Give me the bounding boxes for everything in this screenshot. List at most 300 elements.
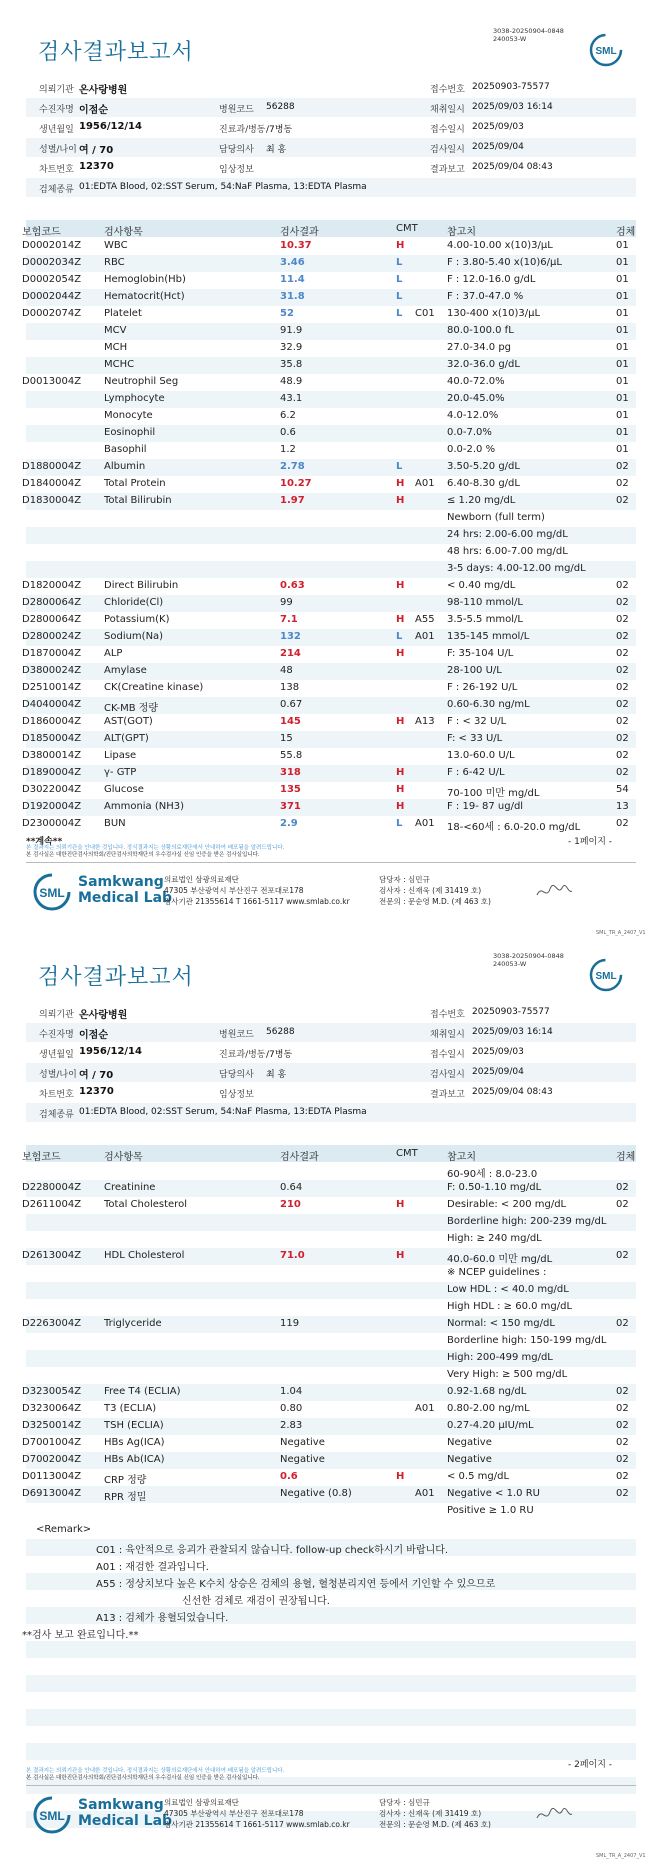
sml-footer-logo-icon — [32, 1795, 78, 1835]
row-specimen: 02 — [616, 665, 629, 676]
header-row — [26, 1063, 636, 1082]
row-reference: Newborn (full term) — [447, 512, 545, 523]
header-collect-date-label: 채취일시 — [430, 105, 465, 115]
row-reference: Negative — [447, 1454, 492, 1465]
header-dept: /7병동 — [266, 125, 293, 135]
row-test-name: Eosinophil — [104, 427, 156, 438]
form-code: SML_TR_A_2407_V1 — [596, 1853, 646, 1859]
row-specimen: 01 — [616, 325, 629, 336]
sml-footer-logo-icon — [32, 872, 78, 912]
column-header-name: 검사항목 — [104, 227, 143, 238]
row-reference: 6.40-8.30 g/dL — [447, 478, 520, 489]
header-collect-date: 2025/09/03 16:14 — [472, 102, 553, 112]
row-specimen: 02 — [616, 1488, 629, 1499]
table-row — [22, 1486, 636, 1503]
header-test-date-label: 검사일시 — [430, 1070, 465, 1080]
row-code: D1830004Z — [22, 495, 82, 506]
row-specimen: 02 — [616, 478, 629, 489]
row-result: 210 — [280, 1199, 301, 1210]
table-row — [22, 238, 636, 255]
row-result: 1.97 — [280, 495, 305, 506]
row-code: D2300004Z — [22, 818, 82, 829]
row-specimen: 02 — [616, 767, 629, 778]
footer-org-number: 검사기관 21355614 T 1661-5117 www.smlab.co.kr — [164, 1820, 350, 1829]
header-patient-label: 수진자명 — [39, 105, 74, 115]
row-test-name: BUN — [104, 818, 126, 829]
footer-org: 의료법인 삼광의료재단 — [164, 875, 239, 884]
table-row — [22, 1418, 636, 1435]
row-flag: H — [396, 716, 405, 727]
row-code: D6913004Z — [22, 1488, 82, 1499]
table-row — [26, 1265, 636, 1282]
row-specimen: 02 — [616, 461, 629, 472]
document-id-line: 3038-20250904-0848 — [493, 952, 564, 960]
row-flag: L — [396, 631, 403, 642]
row-specimen: 02 — [616, 1386, 629, 1397]
remark-text: A55 : 정상치보다 높은 K수치 상승은 검체의 용혈, 혈청분리지연 등에서 기인할 수 있으므로 — [96, 1579, 496, 1590]
row-reference: 70-100 미만 mg/dL — [447, 788, 540, 799]
header-row — [26, 1023, 636, 1042]
row-specimen: 02 — [616, 1403, 629, 1414]
header-clinical-label: 임상정보 — [219, 165, 254, 175]
document-id-line: 240053-W — [493, 35, 527, 43]
column-header-code: 보험코드 — [22, 1152, 61, 1163]
header-dob: 1956/12/14 — [79, 1046, 142, 1057]
row-specimen: 02 — [616, 1182, 629, 1193]
table-row — [26, 544, 636, 561]
table-row — [22, 799, 636, 816]
row-test-name: Neutrophil Seg — [104, 376, 179, 387]
table-row — [26, 527, 636, 544]
svg-text:SML: SML — [39, 886, 65, 900]
row-result: 371 — [280, 801, 301, 812]
table-row — [22, 595, 636, 612]
remark-row — [26, 1590, 636, 1607]
row-cmt: A01 — [415, 631, 435, 642]
signature-icon — [534, 1803, 574, 1825]
table-row — [26, 1367, 636, 1384]
header-receipt-date-label: 접수일시 — [430, 1050, 465, 1060]
row-flag: L — [396, 257, 403, 268]
footnote — [26, 1768, 284, 1782]
row-flag: H — [396, 580, 405, 591]
header-dob: 1956/12/14 — [79, 121, 142, 132]
table-row — [22, 306, 636, 323]
footer-address: 47305 부산광역시 부산진구 전포대로178 — [164, 1809, 304, 1818]
row-code: D3800024Z — [22, 665, 82, 676]
row-flag: H — [396, 240, 405, 251]
row-flag: H — [396, 784, 405, 795]
row-result: 11.4 — [280, 274, 305, 285]
svg-text:SML: SML — [595, 46, 617, 57]
row-specimen: 02 — [616, 1199, 629, 1210]
footer-manager: 담당자 : 심민규 — [379, 1798, 430, 1807]
header-chart-label: 차트번호 — [39, 165, 74, 175]
row-flag: H — [396, 478, 405, 489]
row-result: 2.78 — [280, 461, 305, 472]
row-specimen: 02 — [616, 699, 629, 710]
row-result: 91.9 — [280, 325, 303, 336]
remark-row — [26, 1573, 636, 1590]
row-result: 71.0 — [280, 1250, 305, 1261]
row-result: 0.67 — [280, 699, 303, 710]
row-reference: 0.27-4.20 μIU/mL — [447, 1420, 534, 1431]
row-test-name: γ- GTP — [104, 767, 137, 778]
row-reference: ※ NCEP guidelines : — [447, 1267, 547, 1278]
row-reference: F : 6-42 U/L — [447, 767, 505, 778]
header-sexage-label: 성별/나이 — [39, 145, 77, 155]
header-receipt-no-label: 접수번호 — [430, 85, 465, 95]
header-receipt-date: 2025/09/03 — [472, 122, 524, 132]
row-test-name: Chloride(Cl) — [104, 597, 164, 608]
table-row — [22, 476, 636, 493]
row-test-name: Sodium(Na) — [104, 631, 164, 642]
header-row — [26, 1003, 636, 1022]
table-row — [26, 425, 636, 442]
row-test-name: TSH (ECLIA) — [104, 1420, 164, 1431]
row-flag: H — [396, 1199, 405, 1210]
header-patient: 이점순 — [79, 1030, 108, 1041]
header-institution: 온사랑병원 — [79, 85, 128, 96]
header-chart-label: 차트번호 — [39, 1090, 74, 1100]
table-row — [22, 1401, 636, 1418]
row-reference: 0.0-2.0 % — [447, 444, 496, 455]
column-header-cmt: CMT — [396, 1148, 418, 1159]
header-specimen-label: 검체종류 — [39, 185, 74, 195]
row-specimen: 01 — [616, 342, 629, 353]
row-test-name: Creatinine — [104, 1182, 156, 1193]
row-reference: Low HDL : < 40.0 mg/dL — [447, 1284, 569, 1295]
row-reference: Very High: ≥ 500 mg/dL — [447, 1369, 568, 1380]
header-row — [26, 138, 636, 157]
table-row — [22, 714, 636, 731]
column-header-cmt: CMT — [396, 223, 418, 234]
row-reference: Normal: < 150 mg/dL — [447, 1318, 555, 1329]
table-row — [26, 340, 636, 357]
row-reference: F: 0.50-1.10 mg/dL — [447, 1182, 542, 1193]
empty-row — [26, 1641, 636, 1658]
row-flag: H — [396, 614, 405, 625]
document-id — [493, 952, 564, 968]
row-test-name: Platelet — [104, 308, 142, 319]
row-reference: F : 3.80-5.40 x(10)6/μL — [447, 257, 562, 268]
table-row — [26, 357, 636, 374]
remark-row — [22, 1624, 636, 1641]
row-result: 55.8 — [280, 750, 303, 761]
header-receipt-no: 20250903-75577 — [472, 1007, 550, 1017]
empty-row — [26, 1675, 636, 1692]
empty-row — [26, 1709, 636, 1726]
empty-row — [26, 1726, 636, 1743]
row-test-name: HBs Ab(ICA) — [104, 1454, 165, 1465]
row-result: 0.6 — [280, 1471, 298, 1482]
table-row — [22, 1435, 636, 1452]
row-code: D0002034Z — [22, 257, 82, 268]
row-test-name: Amylase — [104, 665, 147, 676]
row-code: D3230064Z — [22, 1403, 82, 1414]
row-result: 31.8 — [280, 291, 305, 302]
row-code: D2510014Z — [22, 682, 82, 693]
row-test-name: Triglyceride — [104, 1318, 162, 1329]
row-test-name: Monocyte — [104, 410, 153, 421]
row-reference: Desirable: < 200 mg/dL — [447, 1199, 567, 1210]
footer-doctor: 전문의 : 문순영 M.D. (제 463 호) — [379, 897, 491, 906]
row-test-name: T3 (ECLIA) — [104, 1403, 157, 1414]
remark-row — [26, 1522, 636, 1539]
table-row — [22, 289, 636, 306]
row-reference: 0.92-1.68 ng/dL — [447, 1386, 527, 1397]
row-reference: High: ≥ 240 mg/dL — [447, 1233, 542, 1244]
footer-divider — [26, 862, 636, 863]
table-row — [22, 255, 636, 272]
header-receipt-no-label: 접수번호 — [430, 1010, 465, 1020]
table-row — [22, 765, 636, 782]
row-code: D2263004Z — [22, 1318, 82, 1329]
row-specimen: 02 — [616, 1471, 629, 1482]
row-reference: High: 200-499 mg/dL — [447, 1352, 553, 1363]
row-cmt: A01 — [415, 1403, 435, 1414]
table-row — [26, 323, 636, 340]
footnote-line: 본 결과지는 의뢰기관을 안내한 것입니다. 정식결과지는 상황의료재단에서 안내하여 배포됨을 알려드립니다. — [26, 845, 285, 851]
form-code: SML_TR_A_2407_V1 — [596, 930, 646, 936]
row-code: D4040004Z — [22, 699, 82, 710]
row-reference: Positive ≥ 1.0 RU — [447, 1505, 534, 1516]
table-row — [26, 1503, 636, 1520]
footer-brand-line: Medical Lab — [78, 890, 173, 906]
footer-signatures — [379, 874, 491, 907]
row-flag: L — [396, 461, 403, 472]
header-patient-label: 수진자명 — [39, 1030, 74, 1040]
row-test-name: RBC — [104, 257, 125, 268]
row-result: 145 — [280, 716, 301, 727]
table-row — [22, 663, 636, 680]
row-specimen: 02 — [616, 818, 629, 829]
row-reference: F: < 33 U/L — [447, 733, 503, 744]
row-test-name: ALT(GPT) — [104, 733, 149, 744]
header-sexage: 여 / 70 — [79, 145, 114, 156]
footer-org-info — [164, 874, 350, 907]
row-specimen: 02 — [616, 1318, 629, 1329]
row-flag: L — [396, 308, 403, 319]
row-reference: F : 37.0-47.0 % — [447, 291, 524, 302]
results-table-header — [22, 220, 636, 238]
row-code: D3230054Z — [22, 1386, 82, 1397]
row-code: D2611004Z — [22, 1199, 82, 1210]
header-dept-label: 진료과/병동 — [219, 125, 266, 135]
row-specimen: 02 — [616, 648, 629, 659]
row-result: 15 — [280, 733, 293, 744]
row-test-name: Potassium(K) — [104, 614, 170, 625]
row-code: D0002044Z — [22, 291, 82, 302]
table-row — [22, 1469, 636, 1486]
row-specimen: 02 — [616, 716, 629, 727]
row-reference: F: 35-104 U/L — [447, 648, 514, 659]
row-specimen: 01 — [616, 393, 629, 404]
footer-brand-line: Medical Lab — [78, 1813, 173, 1829]
footer — [26, 868, 636, 922]
row-reference: 130-400 x(10)3/μL — [447, 308, 541, 319]
document-id-line: 240053-W — [493, 960, 527, 968]
row-reference: 20.0-45.0% — [447, 393, 505, 404]
continued-label: **계속** — [26, 837, 63, 847]
row-reference: < 0.40 mg/dL — [447, 580, 516, 591]
header-receipt-date-label: 접수일시 — [430, 125, 465, 135]
header-receipt-date: 2025/09/03 — [472, 1047, 524, 1057]
row-specimen: 02 — [616, 597, 629, 608]
header-hospital-code-label: 병원코드 — [219, 1030, 254, 1040]
row-result: 1.04 — [280, 1386, 303, 1397]
row-reference: 27.0-34.0 pg — [447, 342, 512, 353]
row-specimen: 02 — [616, 682, 629, 693]
table-row — [22, 374, 636, 391]
row-test-name: ALP — [104, 648, 123, 659]
row-code: D0013004Z — [22, 376, 82, 387]
footer-brand-line: Samkwang — [78, 1797, 164, 1813]
row-test-name: Ammonia (NH3) — [104, 801, 185, 812]
row-specimen: 02 — [616, 631, 629, 642]
row-result: 2.9 — [280, 818, 298, 829]
row-specimen: 02 — [616, 733, 629, 744]
row-specimen: 02 — [616, 1454, 629, 1465]
row-specimen: 02 — [616, 614, 629, 625]
table-row — [26, 1350, 636, 1367]
table-row — [22, 816, 636, 833]
row-reference: F : 12.0-16.0 g/dL — [447, 274, 536, 285]
row-result: 214 — [280, 648, 301, 659]
table-row — [22, 629, 636, 646]
row-result: 6.2 — [280, 410, 296, 421]
report-page-2 — [0, 925, 655, 1859]
header-doctor: 최 홍 — [266, 145, 287, 155]
header-row — [26, 1103, 636, 1122]
footer-brand-line: Samkwang — [78, 874, 164, 890]
row-result: 32.9 — [280, 342, 303, 353]
row-reference: 60-90세 : 8.0-23.0 — [447, 1169, 538, 1180]
row-code: D0002014Z — [22, 240, 82, 251]
header-collect-date-label: 채취일시 — [430, 1030, 465, 1040]
row-test-name: Hemoglobin(Hb) — [104, 274, 186, 285]
row-reference: 40.0-60.0 미만 mg/dL — [447, 1254, 553, 1265]
row-code: D1920004Z — [22, 801, 82, 812]
row-specimen: 02 — [616, 580, 629, 591]
report-title: 검사결과보고서 — [38, 40, 194, 65]
header-hospital-code: 56288 — [266, 102, 295, 112]
row-reference: 0.60-6.30 ng/mL — [447, 699, 530, 710]
header-institution-label: 의뢰기관 — [39, 1010, 74, 1020]
table-row — [26, 561, 636, 578]
header-test-date: 2025/09/04 — [472, 142, 524, 152]
signature-icon — [534, 880, 574, 902]
row-result: 35.8 — [280, 359, 303, 370]
empty-row — [26, 1692, 636, 1709]
row-code: D2800064Z — [22, 597, 82, 608]
row-reference: Negative — [447, 1437, 492, 1448]
header-hospital-code-label: 병원코드 — [219, 105, 254, 115]
row-reference: F : < 32 U/L — [447, 716, 507, 727]
table-row — [22, 748, 636, 765]
row-test-name: Lipase — [104, 750, 137, 761]
table-row — [26, 442, 636, 459]
row-result: 138 — [280, 682, 300, 693]
row-code: D2800064Z — [22, 614, 82, 625]
row-result: 2.83 — [280, 1420, 303, 1431]
row-flag: H — [396, 801, 405, 812]
remark-text: <Remark> — [36, 1524, 92, 1535]
row-code: D1870004Z — [22, 648, 82, 659]
sml-logo — [589, 33, 623, 67]
row-code: D1820004Z — [22, 580, 82, 591]
footer-brand — [78, 874, 172, 906]
header-institution: 온사랑병원 — [79, 1010, 128, 1021]
table-row — [22, 731, 636, 748]
row-flag: L — [396, 818, 403, 829]
table-row — [22, 1384, 636, 1401]
row-specimen: 01 — [616, 376, 629, 387]
row-test-name: HBs Ag(ICA) — [104, 1437, 165, 1448]
row-code: D0002074Z — [22, 308, 82, 319]
header-report-label: 결과보고 — [430, 1090, 465, 1100]
header-dept-label: 진료과/병동 — [219, 1050, 266, 1060]
table-row — [22, 612, 636, 629]
row-reference: F : 19- 87 ug/dl — [447, 801, 524, 812]
row-reference: 48 hrs: 6.00-7.00 mg/dL — [447, 546, 568, 557]
column-header-result: 검사결과 — [280, 227, 319, 238]
row-result: 0.6 — [280, 427, 296, 438]
row-test-name: MCV — [104, 325, 127, 336]
row-flag: H — [396, 1471, 405, 1482]
row-test-name: Basophil — [104, 444, 147, 455]
table-row — [26, 408, 636, 425]
header-row — [26, 1083, 636, 1102]
header-chart: 12370 — [79, 1086, 114, 1097]
row-reference: Borderline high: 200-239 mg/dL — [447, 1216, 607, 1227]
row-specimen: 01 — [616, 359, 629, 370]
row-result: 52 — [280, 308, 294, 319]
row-test-name: Lymphocyte — [104, 393, 165, 404]
header-dob-label: 생년월일 — [39, 125, 74, 135]
remark-row — [26, 1539, 636, 1556]
row-reference: Borderline high: 150-199 mg/dL — [447, 1335, 607, 1346]
row-cmt: A01 — [415, 818, 435, 829]
row-cmt: A01 — [415, 478, 435, 489]
row-specimen: 01 — [616, 291, 629, 302]
row-cmt: C01 — [415, 308, 435, 319]
header-patient: 이점순 — [79, 105, 108, 116]
table-row — [22, 697, 636, 714]
row-reference: 0.0-7.0% — [447, 427, 492, 438]
footer-divider — [26, 1785, 636, 1786]
column-header-name: 검사항목 — [104, 1152, 143, 1163]
header-chart: 12370 — [79, 161, 114, 172]
row-test-name: HDL Cholesterol — [104, 1250, 185, 1261]
header-clinical-label: 임상정보 — [219, 1090, 254, 1100]
footer-org-number: 검사기관 21355614 T 1661-5117 www.smlab.co.kr — [164, 897, 350, 906]
row-reference: 24 hrs: 2.00-6.00 mg/dL — [447, 529, 568, 540]
row-specimen: 02 — [616, 495, 629, 506]
table-row — [22, 1180, 636, 1197]
footer-signatures — [379, 1797, 491, 1830]
header-doctor-label: 담당의사 — [219, 1070, 254, 1080]
row-specimen: 01 — [616, 444, 629, 455]
column-header-code: 보험코드 — [22, 227, 61, 238]
row-reference: ≤ 1.20 mg/dL — [447, 495, 516, 506]
remark-text: A01 : 재검한 결과입니다. — [96, 1562, 209, 1573]
page-number: - 1페이지 - — [568, 837, 613, 847]
row-result: Negative (0.8) — [280, 1488, 352, 1499]
table-row — [26, 1299, 636, 1316]
svg-text:SML: SML — [595, 971, 617, 982]
header-row — [26, 118, 636, 137]
